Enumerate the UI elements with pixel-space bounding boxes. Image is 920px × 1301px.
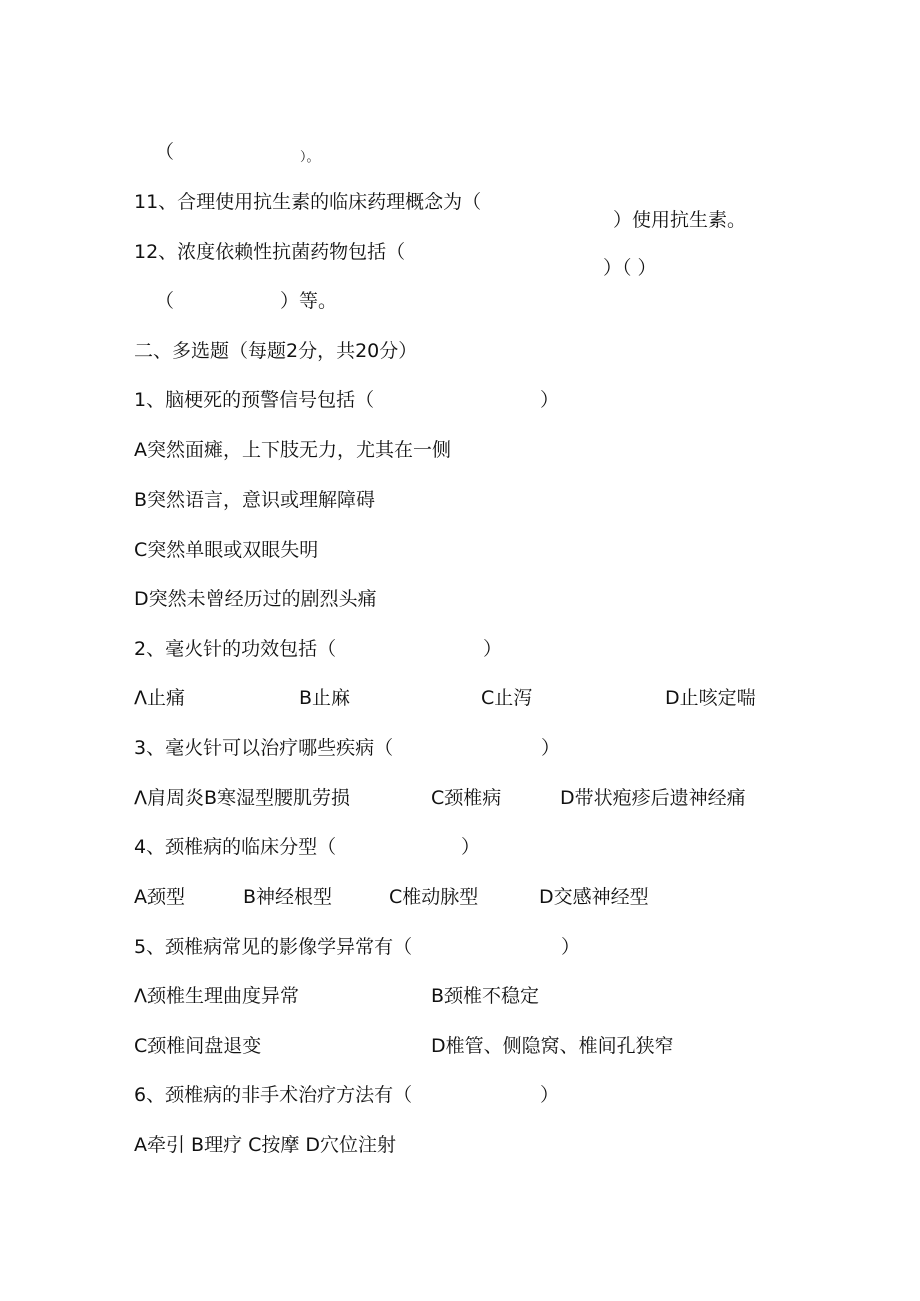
mc5-stem: 5、颈椎病常见的影像学异常有（ [134, 936, 413, 958]
mc3-option-d: D带状疱疹后遗神经痛 [560, 787, 746, 809]
mc3-close: ） [541, 737, 561, 759]
mc4-option-c: C椎动脉型 [389, 886, 479, 908]
mc5-option-d: D椎管、侧隐窝、椎间孔狭窄 [431, 1035, 674, 1057]
mc6-close: ） [540, 1084, 560, 1106]
mc5-close: ） [561, 936, 581, 958]
mc1-option-b: B突然语言，意识或理解障碍 [134, 489, 376, 511]
mc1-close: ） [540, 389, 560, 411]
mc4-close: ） [461, 836, 481, 858]
mc5-option-a: Λ颈椎生理曲度异常 [134, 985, 299, 1007]
question-12-open: （ [155, 290, 175, 312]
mc3-option-c: C颈椎病 [431, 787, 502, 809]
mc4-option-a: A颈型 [134, 886, 185, 908]
mc2-close: ） [483, 638, 503, 660]
question-11-stem: 11、合理使用抗生素的临床药理概念为（ [134, 191, 482, 213]
mc2-stem: 2、毫火针的功效包括（ [134, 638, 337, 660]
section-heading: 二、多选题（每题2分，共20分） [134, 340, 418, 362]
question-12-stem: 12、浓度依赖性抗菌药物包括（ [134, 241, 406, 263]
mc4-option-d: D交感神经型 [539, 886, 649, 908]
mc5-option-b: B颈椎不稳定 [431, 985, 540, 1007]
mc3-option-ab: Λ肩周炎B寒湿型腰肌劳损 [134, 787, 351, 809]
mc2-option-b: B止麻 [299, 687, 351, 709]
mc2-option-c: C止泻 [481, 687, 533, 709]
mc5-option-c: C颈椎间盘退变 [134, 1035, 262, 1057]
blank-close-paren: ）。 [300, 150, 320, 165]
mc6-stem: 6、颈椎病的非手术治疗方法有（ [134, 1084, 413, 1106]
mc3-stem: 3、毫火针可以治疗哪些疾病（ [134, 737, 394, 759]
mc4-option-b: B神经根型 [243, 886, 333, 908]
mc2-option-a: Λ止痛 [134, 687, 185, 709]
blank-open-paren: （ [155, 141, 175, 163]
question-12-close: ）等。 [280, 290, 338, 312]
mc2-option-d: D止咳定喘 [665, 687, 756, 709]
mc1-option-d: D突然未曾经历过的剧烈头痛 [134, 588, 377, 610]
mc1-option-c: C突然单眼或双眼失明 [134, 539, 319, 561]
question-12-mid: ）（ ） [603, 257, 657, 279]
question-11-tail: ）使用抗生素。 [613, 209, 747, 231]
mc4-stem: 4、颈椎病的临床分型（ [134, 836, 337, 858]
mc1-option-a: A突然面瘫，上下肢无力，尤其在一侧 [134, 439, 451, 461]
mc1-stem: 1、脑梗死的预警信号包括（ [134, 389, 375, 411]
mc6-options: A牵引 B理疗 C按摩 D穴位注射 [134, 1134, 397, 1156]
